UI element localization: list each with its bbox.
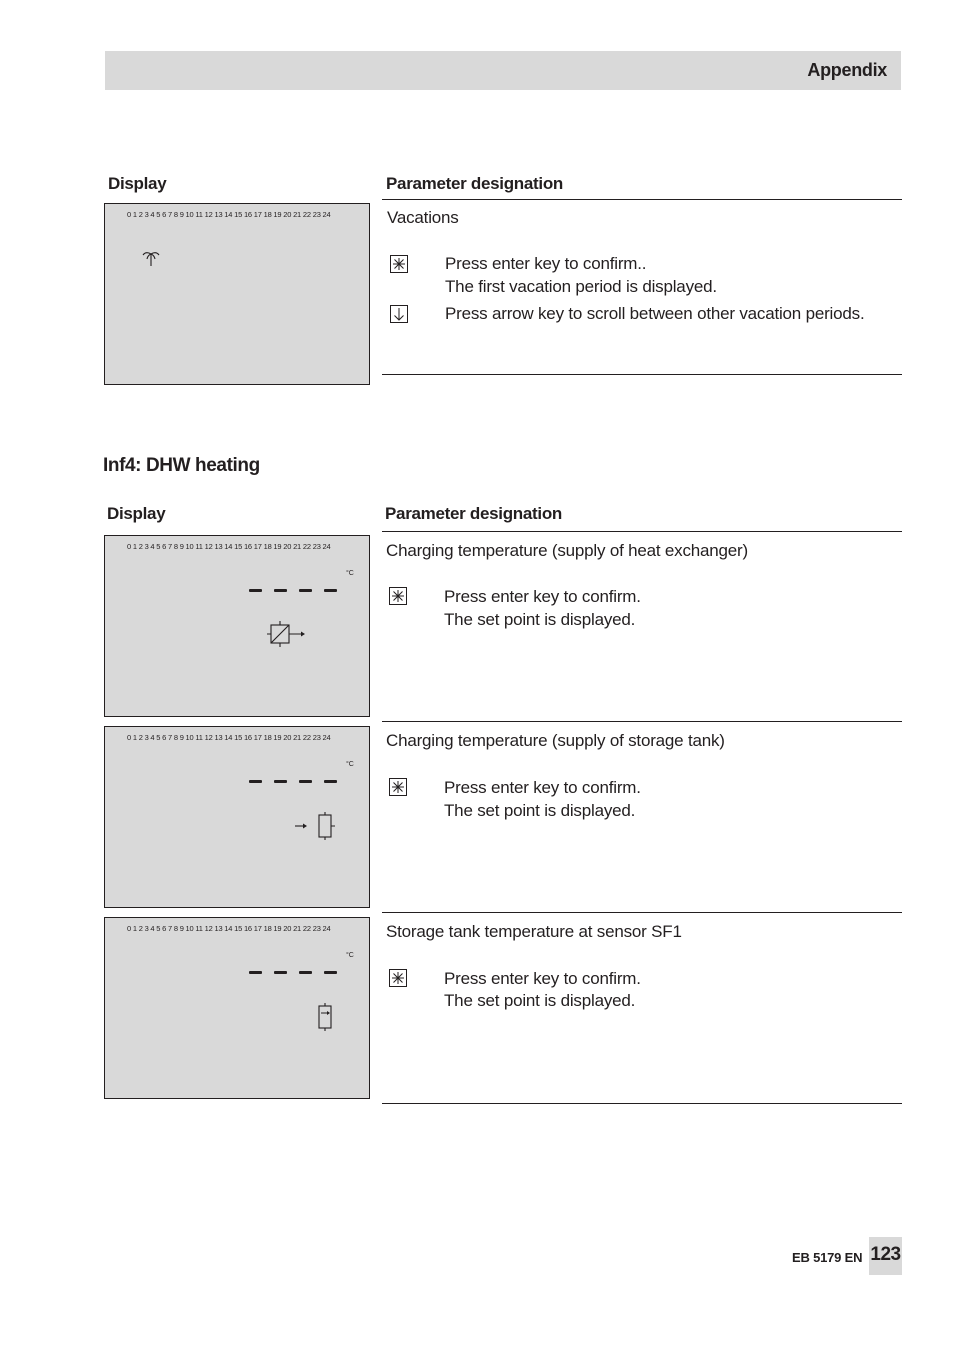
palm-tree-icon [141,248,161,268]
lcd-display-storage-sensor [104,917,370,1099]
instruction-line: The set point is displayed. [444,801,636,820]
column-header-display: Display [108,174,167,193]
lcd-dashes [249,971,339,975]
instruction-line: The first vacation period is displayed. [445,277,717,296]
column-header-parameter: Parameter designation [386,174,563,193]
document-code: EB 5179 EN [792,1250,863,1265]
enter-key-icon [389,587,407,605]
instruction-line: Press enter key to confirm. [444,969,641,988]
header-title: Appendix [807,60,887,80]
table-divider [382,1103,902,1104]
page-number-box [869,1237,902,1275]
instruction-line: Press enter key to confirm. [444,778,641,797]
lcd-display-storage-supply [104,726,370,908]
parameter-title: Charging temperature (supply of heat exchanger) [386,541,748,560]
lcd-unit: °C [346,570,354,577]
table-divider [382,721,902,722]
heat-exchanger-icon [265,621,307,649]
instruction-line: The set point is displayed. [444,610,636,629]
storage-tank-sensor-icon [313,1002,337,1032]
instruction-line: Press arrow key to scroll between other vacation periods. [445,304,865,323]
storage-tank-supply-icon [293,811,337,841]
parameter-title: Vacations [387,208,459,227]
lcd-dashes [249,589,339,593]
table-divider [382,912,902,913]
lcd-unit: °C [346,952,354,959]
column-header-parameter: Parameter designation [385,504,562,523]
enter-key-icon [389,969,407,987]
lcd-display-heat-exchanger [104,535,370,717]
instruction-line: The set point is displayed. [444,991,636,1010]
lcd-hour-scale: 0 1 2 3 4 5 6 7 8 9 10 11 12 13 14 15 16 17 18 19 20 21 22 23 24 [127,210,331,219]
column-header-display: Display [107,504,166,523]
lcd-dashes [249,780,339,784]
lcd-display-vacations [104,203,370,385]
lcd-hour-scale: 0 1 2 3 4 5 6 7 8 9 10 11 12 13 14 15 16 17 18 19 20 21 22 23 24 [127,924,331,933]
lcd-unit: °C [346,761,354,768]
arrow-key-icon [390,305,408,323]
lcd-hour-scale: 0 1 2 3 4 5 6 7 8 9 10 11 12 13 14 15 16 17 18 19 20 21 22 23 24 [127,542,331,551]
header-bar [105,51,901,90]
instruction-line: Press enter key to confirm.. [445,254,647,273]
section-title: Inf4: DHW heating [103,455,260,476]
enter-key-icon [389,778,407,796]
parameter-title: Charging temperature (supply of storage tank) [386,731,725,750]
parameter-title: Storage tank temperature at sensor SF1 [386,922,682,941]
table-divider [382,199,902,200]
table-divider [382,531,902,532]
page-number: 123 [870,1244,901,1265]
table-divider [382,374,902,375]
enter-key-icon [390,255,408,273]
lcd-hour-scale: 0 1 2 3 4 5 6 7 8 9 10 11 12 13 14 15 16 17 18 19 20 21 22 23 24 [127,733,331,742]
instruction-line: Press enter key to confirm. [444,587,641,606]
